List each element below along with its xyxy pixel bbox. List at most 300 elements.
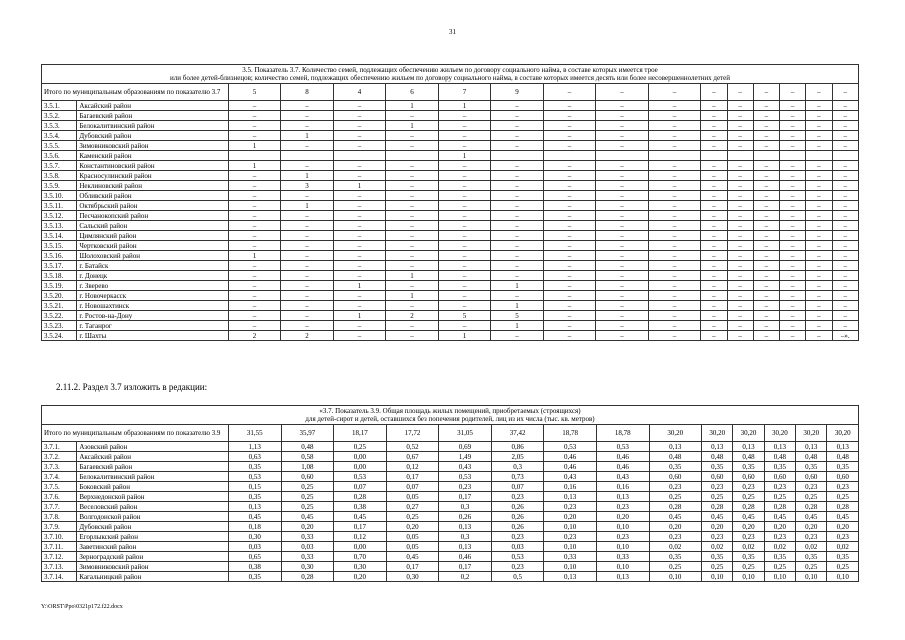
cell-value: – [727,301,753,311]
cell-value: 0,3 [439,502,492,512]
cell-value: – [386,321,439,331]
cell-value: – [333,221,386,231]
cell-value: 1 [386,291,439,301]
cell-value: – [701,261,727,271]
cell-value: 0,28 [334,492,387,502]
cell-value: – [806,261,832,271]
cell-value: – [806,191,832,201]
cell-value: – [806,231,832,241]
cell-value: – [543,121,596,131]
cell-value: 0,20 [386,522,439,532]
row-number: 3.5.21. [42,301,77,311]
cell-value: 1 [438,151,491,161]
cell-value: – [780,311,806,321]
cell-value: – [648,301,701,311]
cell-value: 0,25 [649,562,702,572]
cell-value: – [228,261,281,271]
table-row [42,251,859,261]
cell-value: 0,20 [596,512,649,522]
row-number: 3.5.13. [42,221,77,231]
cell-value: – [648,121,701,131]
municipality-name: г. Донецк [77,271,228,281]
cell-value: – [386,171,439,181]
cell-value: – [596,281,649,291]
cell-value: – [333,301,386,311]
cell-value: 0,60 [827,472,859,482]
cell-value: – [281,281,334,291]
cell-value: 0,13 [229,502,282,512]
cell-value: 0,70 [334,552,387,562]
cell-value: – [438,321,491,331]
table-row [42,291,859,301]
cell-value: – [780,261,806,271]
cell-value: 0,45 [334,512,387,522]
cell-value: – [701,161,727,171]
cell-value: 0,25 [281,502,334,512]
cell-value: – [753,141,779,151]
cell-value: – [806,161,832,171]
cell-value: 0,35 [796,462,827,472]
cell-value: – [648,191,701,201]
cell-value: 0,25 [827,492,859,502]
table-row [42,191,859,201]
cell-value: 0,28 [827,502,859,512]
cell-value: 0,46 [439,552,492,562]
cell-value: 0,10 [596,562,649,572]
cell-value: 1 [438,101,491,111]
file-path-footer: Y:\ORST\Ppo\0321p172.f22.docx [41,604,123,610]
cell-value: 0,05 [386,492,439,502]
cell-value: 1 [491,281,544,291]
cell-value: – [333,121,386,131]
cell-value: 0,10 [764,572,795,582]
cell-value: – [701,171,727,181]
cell-value: 0,10 [649,572,702,582]
cell-value: – [753,251,779,261]
cell-value: – [753,181,779,191]
cell-value: 0,43 [439,462,492,472]
cell-value: 0,53 [229,472,282,482]
row-number: 3.5.19. [42,281,77,291]
table-row [42,482,859,492]
cell-value: – [806,311,832,321]
cell-value: 0,69 [439,442,492,452]
municipality-name: Боковский район [77,482,229,492]
cell-value: – [701,101,727,111]
cell-value: 0,2 [439,572,492,582]
total-value: – [727,84,753,101]
cell-value: – [780,231,806,241]
cell-value: – [648,181,701,191]
cell-value: – [333,201,386,211]
cell-value: – [543,301,596,311]
cell-value: 0,25 [702,562,733,572]
cell-value: – [701,111,727,121]
cell-value: 0,45 [229,512,282,522]
cell-value: 0,48 [796,452,827,462]
row-number: 3.5.2. [42,111,77,121]
cell-value: – [806,301,832,311]
cell-value: 0,05 [386,532,439,542]
cell-value: 0,03 [491,542,544,552]
cell-value: – [386,161,439,171]
municipality-name: г. Зверево [77,281,228,291]
cell-value: – [491,161,544,171]
cell-value: – [780,141,806,151]
cell-value: – [333,171,386,181]
cell-value: 0,12 [334,532,387,542]
cell-value: – [832,231,858,241]
cell-value: 0,53 [491,552,544,562]
cell-value: – [228,281,281,291]
municipality-name: Кагальницкий район [77,572,229,582]
cell-value: 0,35 [229,462,282,472]
municipality-name: Азовский район [77,442,229,452]
total-value: 31,55 [229,425,282,442]
cell-value: 1 [333,311,386,321]
municipality-name: Белокалитвинский район [77,472,229,482]
cell-value: – [386,181,439,191]
cell-value: – [780,211,806,221]
table-row [42,181,859,191]
cell-value: 0,52 [386,442,439,452]
cell-value: 1 [281,171,334,181]
cell-value: – [780,321,806,331]
cell-value: – [228,121,281,131]
cell-value: 0,43 [596,472,649,482]
cell-value: 0,86 [491,442,544,452]
total-value: – [780,84,806,101]
row-number: 3.5.6. [42,151,77,161]
cell-value: – [228,211,281,221]
cell-value: – [333,111,386,121]
cell-value: – [753,231,779,241]
total-value: 5 [228,84,281,101]
cell-value: – [701,311,727,321]
cell-value: 0,20 [702,522,733,532]
row-number: 3.5.22. [42,311,77,321]
cell-value: 0,3 [439,532,492,542]
cell-value: – [333,231,386,241]
cell-value: – [753,221,779,231]
row-number: 3.5.4. [42,131,77,141]
cell-value: 0,02 [649,542,702,552]
cell-value: 0,23 [491,532,544,542]
cell-value: – [780,171,806,181]
cell-value: 0,25 [733,492,764,502]
cell-value: 0,65 [229,552,282,562]
row-number: 3.7.10. [42,532,77,542]
table-row [42,101,859,111]
cell-value: 0,10 [702,572,733,582]
cell-value: – [596,141,649,151]
municipality-name: Веселовский район [77,502,229,512]
row-number: 3.7.12. [42,552,77,562]
cell-value: – [832,261,858,271]
cell-value: – [701,251,727,261]
cell-value: – [491,141,544,151]
cell-value: – [333,211,386,221]
cell-value: – [701,281,727,291]
cell-value: – [228,291,281,301]
cell-value: – [386,131,439,141]
cell-value: – [832,191,858,201]
cell-value [228,151,281,161]
cell-value: – [386,301,439,311]
cell-value: 0,05 [386,542,439,552]
cell-value: 0,28 [764,502,795,512]
cell-value: – [281,321,334,331]
cell-value: 0,27 [386,502,439,512]
cell-value: – [438,221,491,231]
cell-value: 0,53 [439,472,492,482]
cell-value: 0,3 [491,462,544,472]
cell-value: 0,23 [596,532,649,542]
cell-value: – [648,321,701,331]
municipality-name: Обливский район [77,191,228,201]
municipality-name: Багаевский район [77,462,229,472]
cell-value: – [228,231,281,241]
cell-value: – [701,201,727,211]
cell-value [491,151,544,161]
cell-value: – [596,301,649,311]
cell-value: 0,17 [386,562,439,572]
cell-value: 0,23 [491,492,544,502]
cell-value: –». [832,331,858,341]
table-row [42,572,859,582]
cell-value: 0,10 [544,522,597,532]
cell-value: 0,23 [733,532,764,542]
cell-value: – [333,261,386,271]
cell-value: 0,10 [733,572,764,582]
cell-value: – [596,251,649,261]
cell-value: – [386,251,439,261]
municipality-name: Верхнедонской район [77,492,229,502]
cell-value: – [753,161,779,171]
cell-value: 0,48 [827,452,859,462]
cell-value: – [491,191,544,201]
cell-value: – [648,251,701,261]
page-number: 31 [449,28,456,36]
cell-value: – [753,261,779,271]
cell-value: – [806,121,832,131]
cell-value: – [648,111,701,121]
cell-value: 0,13 [596,572,649,582]
cell-value: 0,45 [702,512,733,522]
cell-value: – [727,221,753,231]
cell-value: 0,33 [281,532,334,542]
cell-value [832,151,858,161]
cell-value: – [701,271,727,281]
cell-value: – [228,181,281,191]
municipality-name: Красносулинский район [77,171,228,181]
table-row [42,462,859,472]
indicator-3-7-table [41,64,859,341]
row-number: 3.7.4. [42,472,77,482]
row-number: 3.7.6. [42,492,77,502]
cell-value: – [753,191,779,201]
cell-value: – [648,221,701,231]
cell-value: – [543,251,596,261]
cell-value: – [648,171,701,181]
row-number: 3.7.2. [42,452,77,462]
cell-value: 0,23 [439,482,492,492]
total-value: 30,20 [649,425,702,442]
cell-value: 0,25 [796,562,827,572]
row-number: 3.5.5. [42,141,77,151]
table-row [42,542,859,552]
cell-value: – [753,121,779,131]
cell-value: – [727,121,753,131]
cell-value: – [596,221,649,231]
municipality-name: г. Ростов-на-Дону [77,311,228,321]
cell-value: – [806,101,832,111]
cell-value: – [701,141,727,151]
cell-value: 5 [438,311,491,321]
cell-value: – [386,261,439,271]
cell-value: 0,23 [827,482,859,492]
cell-value: – [491,241,544,251]
cell-value: 0,02 [764,542,795,552]
cell-value: – [832,201,858,211]
cell-value [596,151,649,161]
row-number: 3.5.18. [42,271,77,281]
cell-value: – [701,221,727,231]
cell-value: 0,15 [229,482,282,492]
cell-value: 0,35 [827,462,859,472]
total-value: 9 [491,84,544,101]
cell-value: – [543,201,596,211]
cell-value [753,151,779,161]
total-value: – [753,84,779,101]
cell-value: – [727,161,753,171]
table-row [42,111,859,121]
cell-value: – [806,211,832,221]
cell-value [543,151,596,161]
cell-value: – [727,211,753,221]
cell-value: 0,23 [796,482,827,492]
cell-value: – [806,271,832,281]
cell-value: 1 [386,121,439,131]
table-row [42,512,859,522]
cell-value: – [596,261,649,271]
cell-value: – [727,251,753,261]
cell-value: – [753,271,779,281]
cell-value: 1,49 [439,452,492,462]
row-number: 3.5.10. [42,191,77,201]
cell-value: 0,25 [702,492,733,502]
municipality-name: Зерноградский район [77,552,229,562]
table-row [42,121,859,131]
cell-value: – [596,271,649,281]
cell-value: – [228,311,281,321]
cell-value: – [491,201,544,211]
cell-value: – [543,321,596,331]
cell-value: 0,35 [229,572,282,582]
cell-value: 0,35 [764,552,795,562]
cell-value: – [333,191,386,201]
cell-value: – [491,131,544,141]
cell-value: – [832,121,858,131]
cell-value: – [596,321,649,331]
cell-value: – [780,111,806,121]
cell-value: – [386,211,439,221]
cell-value: 0,10 [796,572,827,582]
cell-value: 0,10 [827,572,859,582]
cell-value: – [543,291,596,301]
total-value: – [543,84,596,101]
cell-value: 3 [281,181,334,191]
cell-value: 0,35 [702,462,733,472]
municipality-name: Зимовниковский район [77,141,228,151]
cell-value: – [648,291,701,301]
cell-value: – [753,171,779,181]
cell-value: – [648,261,701,271]
cell-value: – [543,281,596,291]
cell-value: – [727,101,753,111]
cell-value: – [438,291,491,301]
cell-value: 0,13 [796,442,827,452]
cell-value: – [543,171,596,181]
cell-value: 0,30 [334,562,387,572]
table-row [42,301,859,311]
cell-value: 0,02 [827,542,859,552]
cell-value: – [832,271,858,281]
cell-value: 0,20 [281,522,334,532]
cell-value: – [228,191,281,201]
cell-value: – [648,281,701,291]
cell-value: 0,45 [764,512,795,522]
cell-value: – [832,241,858,251]
cell-value: – [228,321,281,331]
cell-value: – [727,111,753,121]
cell-value: – [596,231,649,241]
cell-value: 0,20 [334,572,387,582]
cell-value: – [281,241,334,251]
row-number: 3.7.9. [42,522,77,532]
table-row [42,141,859,151]
table-row [42,231,859,241]
cell-value: 0,26 [491,522,544,532]
municipality-name: Дубовский район [77,131,228,141]
cell-value: – [701,181,727,191]
cell-value: – [491,231,544,241]
cell-value: 0,48 [281,442,334,452]
total-value: 35,97 [281,425,334,442]
municipality-name: Белокалитвинский район [77,121,228,131]
cell-value: 0,26 [491,502,544,512]
cell-value: 0,38 [334,502,387,512]
cell-value: – [491,261,544,271]
cell-value [806,151,832,161]
indicator-3-9-table [41,405,859,582]
cell-value: 0,25 [764,492,795,502]
cell-value: 0,48 [764,452,795,462]
cell-value: – [491,111,544,121]
cell-value: – [438,111,491,121]
cell-value: 0,33 [596,552,649,562]
cell-value: 0,13 [544,572,597,582]
cell-value: 1 [281,131,334,141]
cell-value: – [333,251,386,261]
cell-value: – [281,311,334,321]
cell-value: 0,46 [544,462,597,472]
cell-value: – [832,311,858,321]
cell-value: – [228,201,281,211]
table-title-line2: или более детей-близнецов; количество семей, подлежащих обеспечению жильем по договору социального найма, в составе которых имеется десять или более несовершеннолетних детей [170,74,730,82]
municipality-name: Зимовниковский район [77,562,229,572]
municipality-name: Чертковский район [77,241,228,251]
